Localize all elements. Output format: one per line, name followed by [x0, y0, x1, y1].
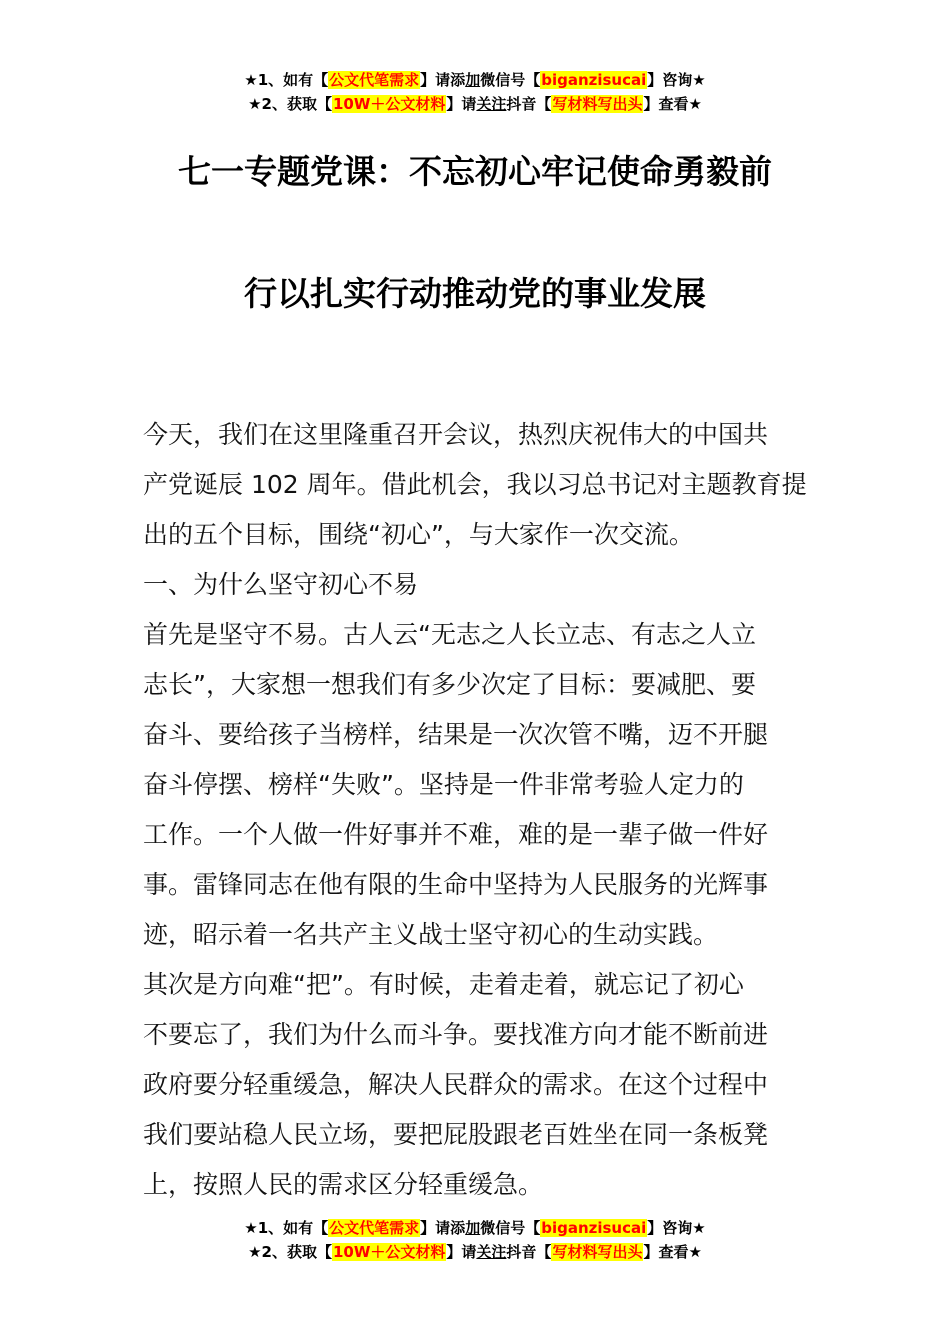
banner-text: ★2、获取【 — [248, 95, 332, 113]
body-line: 不要忘了，我们为什么而斗争。要找准方向才能不断前进 — [143, 1020, 769, 1049]
body-line: 事。雷锋同志在他有限的生命中坚持为人民服务的光辉事 — [143, 870, 769, 899]
banner-text: 】咨询★ — [647, 71, 706, 89]
document-title-line-2: 行以扎实行动推动党的事业发展 — [244, 274, 706, 313]
banner-text: 】请 — [446, 95, 477, 113]
body-line: 上，按照人民的需求区分轻重缓急。 — [143, 1170, 544, 1199]
body-line: 产党诞辰 102 周年。借此机会，我以习总书记对主题教育提 — [143, 470, 807, 499]
banner-underlined: 关注 — [476, 1243, 507, 1261]
banner-text: 微信号【 — [480, 71, 541, 89]
banner-highlight: 公文代笔需求 — [329, 1219, 420, 1237]
body-line: 工作。一个人做一件好事并不难，难的是一辈子做一件好 — [143, 820, 769, 849]
banner-highlight: 公文代笔需求 — [329, 71, 420, 89]
banner-line-1 — [0, 1216, 950, 1240]
banner-text: 】请添 — [420, 71, 466, 89]
body-line: 今天，我们在这里隆重召开会议，热烈庆祝伟大的中国共 — [143, 420, 769, 449]
body-line: 志长”，大家想一想我们有多少次定了目标：要减肥、要 — [143, 670, 756, 699]
banner-text: 】请 — [446, 1243, 477, 1261]
banner-highlight-douyin: 写材料写出头 — [552, 1243, 643, 1261]
banner-text: 】咨询★ — [647, 1219, 706, 1237]
banner-line-1 — [0, 68, 950, 92]
section-heading: 一、为什么坚守初心不易 — [143, 570, 419, 599]
banner-text: ★1、如有【 — [244, 71, 329, 89]
banner-highlight: 10W＋公文材料 — [332, 1243, 446, 1261]
banner-highlight: 10W＋公文材料 — [332, 95, 446, 113]
body-line: 政府要分轻重缓急，解决人民群众的需求。在这个过程中 — [143, 1070, 769, 1099]
bottom-banner — [0, 1216, 950, 1264]
banner-underlined: 加 — [465, 1219, 481, 1237]
body-line: 首先是坚守不易。古人云“无志之人长立志、有志之人立 — [143, 620, 756, 649]
banner-text: 】查看★ — [643, 95, 702, 113]
banner-text: 抖音【 — [506, 95, 552, 113]
banner-line-2 — [0, 1240, 950, 1264]
body-line: 我们要站稳人民立场，要把屁股跟老百姓坐在同一条板凳 — [143, 1120, 769, 1149]
banner-text: ★1、如有【 — [244, 1219, 329, 1237]
document-body — [143, 410, 811, 1210]
banner-text: 抖音【 — [506, 1243, 552, 1261]
body-line: 奋斗停摆、榜样“失败”。坚持是一件非常考验人定力的 — [143, 770, 744, 799]
banner-highlight-douyin: 写材料写出头 — [552, 95, 643, 113]
banner-highlight-wechat: biganzisucai — [541, 1219, 647, 1237]
document-title-line-1: 七一专题党课：不忘初心牢记使命勇毅前 — [178, 152, 772, 191]
banner-text: 】查看★ — [643, 1243, 702, 1261]
banner-line-2 — [0, 92, 950, 116]
banner-text: 】请添 — [420, 1219, 466, 1237]
body-line: 奋斗、要给孩子当榜样，结果是一次次管不嘴，迈不开腿 — [143, 720, 769, 749]
banner-text: ★2、获取【 — [248, 1243, 332, 1261]
banner-text: 微信号【 — [480, 1219, 541, 1237]
banner-underlined: 关注 — [476, 95, 507, 113]
banner-highlight-wechat: biganzisucai — [541, 71, 647, 89]
body-line: 迹，昭示着一名共产主义战士坚守初心的生动实践。 — [143, 920, 719, 949]
body-line: 其次是方向难“把”。有时候，走着走着，就忘记了初心 — [143, 970, 744, 999]
top-banner — [0, 68, 950, 116]
banner-underlined: 加 — [465, 71, 481, 89]
body-line: 出的五个目标，围绕“初心”，与大家作一次交流。 — [143, 520, 694, 549]
